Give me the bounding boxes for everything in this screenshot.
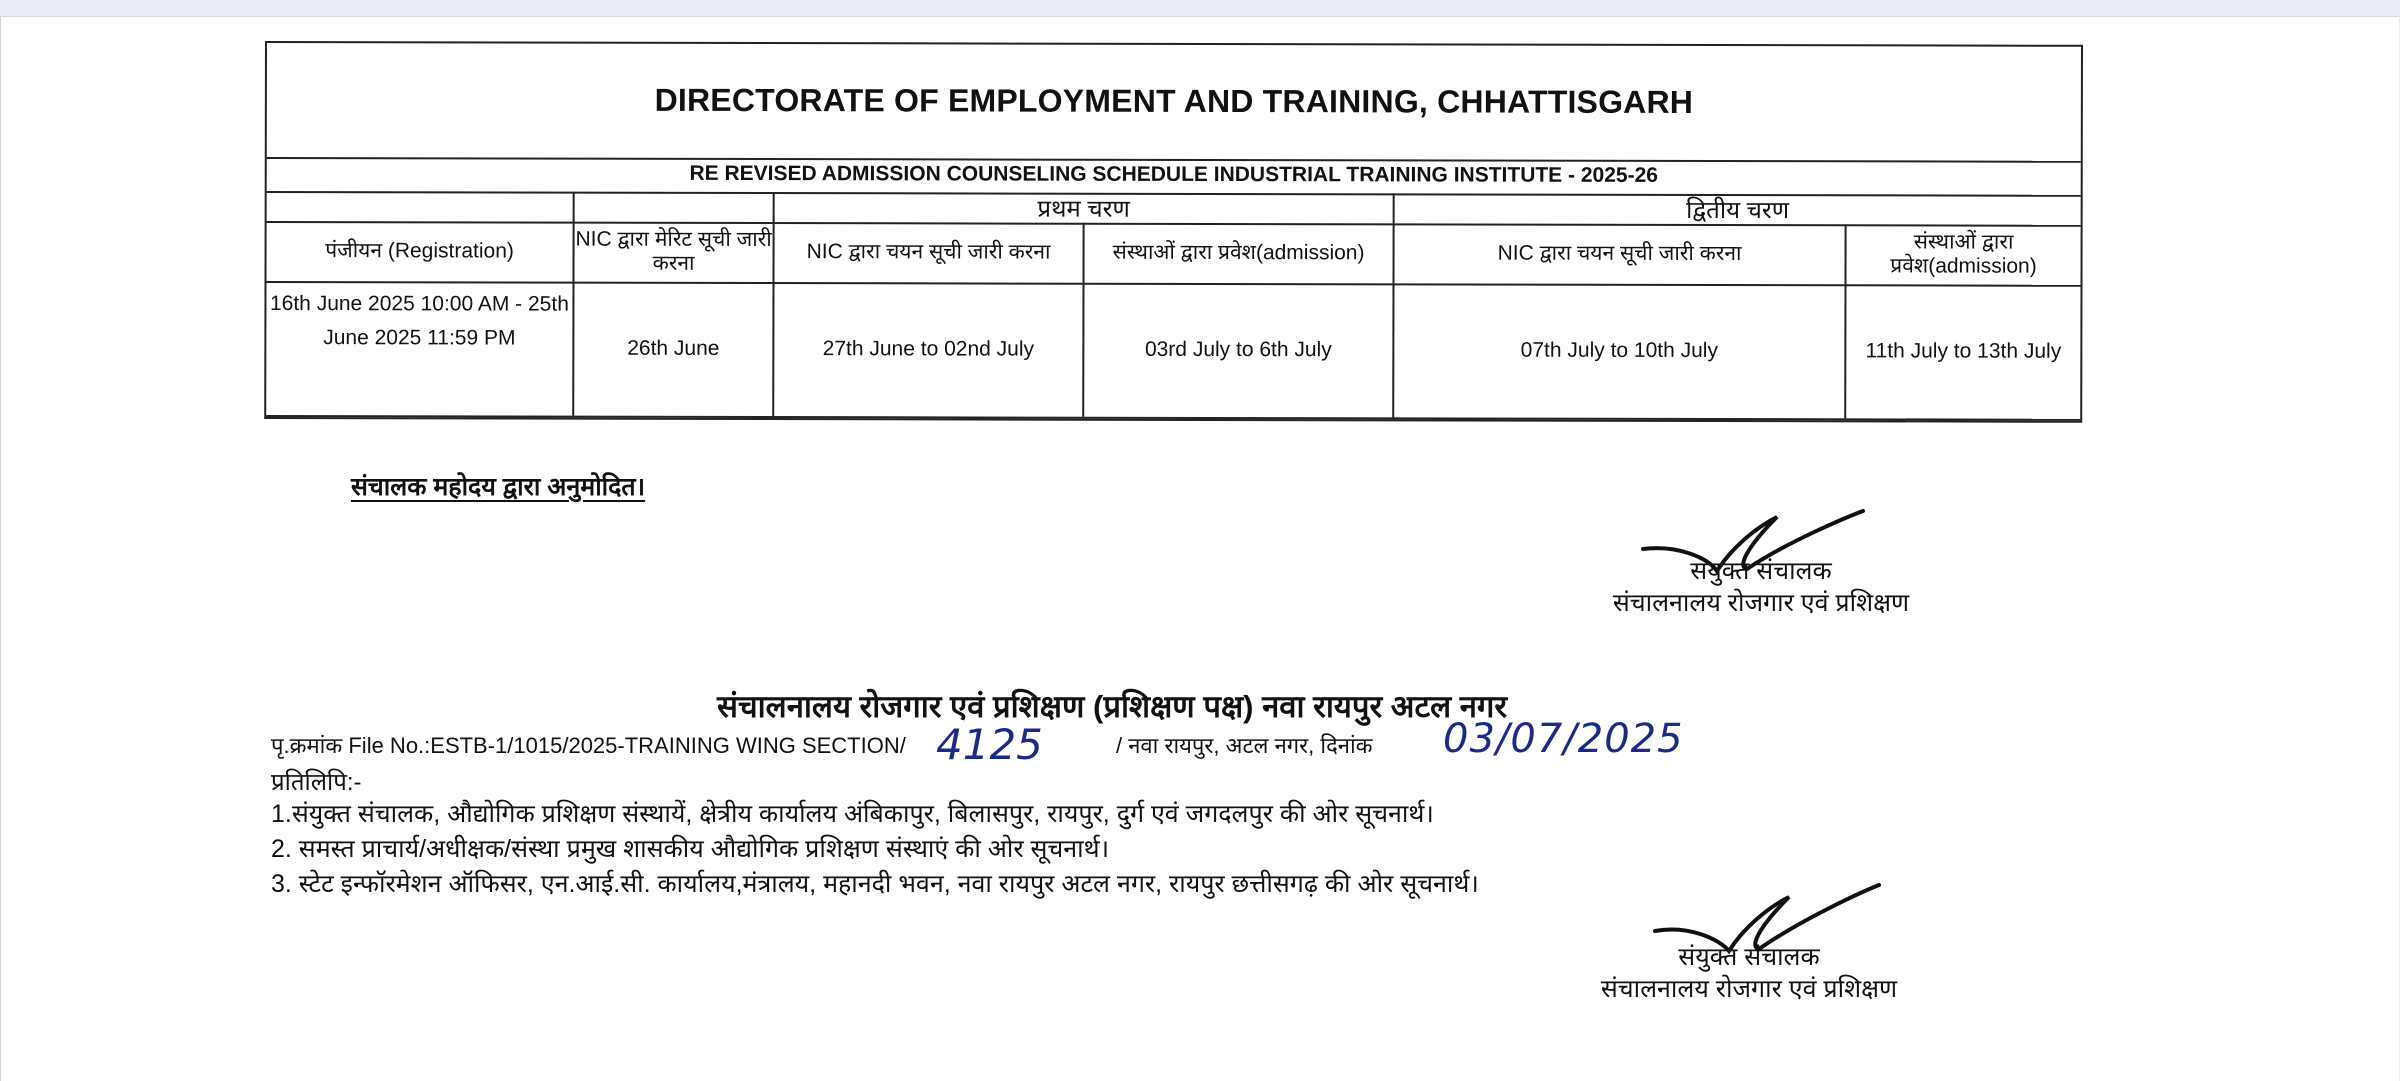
header-row [266, 221, 2080, 287]
schedule-table [264, 41, 2083, 423]
phase-second: द्वितीय चरण [1686, 196, 1790, 224]
approval-note: संचालक महोदय द्वारा अनुमोदित। [351, 473, 646, 501]
header-selection-list-1: NIC द्वारा चयन सूची जारी करना [774, 222, 1084, 283]
schedule-subtitle: RE REVISED ADMISSION COUNSELING SCHEDULE INDUSTRIAL TRAINING INSTITUTE - 2025-26 [689, 161, 1658, 187]
document-page [0, 16, 2399, 1081]
signatory-designation-2: संयुक्त संचालक [1678, 943, 1820, 971]
value-selection-list-2: 07th July to 10th July [1394, 283, 1846, 418]
signatory-designation-1: संयुक्त संचालक [1690, 557, 1832, 585]
header-admission-1: संस्थाओं द्वारा प्रवेश(admission) [1084, 223, 1394, 284]
value-registration: 16th June 2025 10:00 AM - 25th June 2025 11:59 PM [266, 281, 574, 416]
signatory-office-1: संचालनालय रोजगार एवं प्रशिक्षण [1612, 589, 1910, 617]
value-admission-1: 03rd July to 6th July [1084, 283, 1394, 418]
document-title: DIRECTORATE OF EMPLOYMENT AND TRAINING, CHHATTISGARH [654, 81, 1694, 120]
copy-item-3: 3. स्टेट इन्फॉरमेशन ऑफिसर, एन.आई.सी. कार्यालय,मंत्रालय, महानदी भवन, नवा रायपुर अटल नगर, रायपुर छत्तीसगढ़ की ओर सूचनार्थ। [271, 870, 1479, 898]
place-date-label: / नवा रायपुर, अटल नगर, दिनांक [1116, 733, 1373, 758]
value-merit-list: 26th June [574, 282, 774, 416]
copy-item-2: 2. समस्त प्राचार्य/अधीक्षक/संस्था प्रमुख शासकीय औद्योगिक प्रशिक्षण संस्थाएं की ओर सूचनार्थ। [271, 835, 1110, 863]
signature-block-2 [1559, 941, 1939, 1005]
table-title-row [267, 43, 2081, 163]
phase-blank-2 [575, 192, 775, 222]
value-selection-list-1: 27th June to 02nd July [774, 282, 1084, 417]
copy-label: प्रतिलिपि:- [271, 769, 362, 796]
value-admission-2: 11th July to 13th July [1865, 339, 2062, 363]
signatory-office-2: संचालनालय रोजगार एवं प्रशिक्षण [1600, 975, 1898, 1003]
header-registration: पंजीयन (Registration) [266, 221, 574, 282]
phase-first: प्रथम चरण [775, 192, 1395, 223]
header-selection-list-2: NIC द्वारा चयन सूची जारी करना [1394, 223, 1846, 284]
header-merit-list: NIC द्वारा मेरिट सूची जारी करना [574, 222, 774, 282]
file-number-label: पृ.क्रमांक File No.:ESTB-1/1015/2025-TRAINING WING SECTION/ [271, 733, 906, 758]
handwritten-file-number: 4125 [936, 720, 1043, 769]
header-admission-2: संस्थाओं द्वारा प्रवेश(admission) [1890, 230, 2037, 278]
data-row [266, 281, 2080, 421]
phase-blank-1 [267, 191, 575, 222]
copy-item-1: 1.संयुक्त संचालक, औद्योगिक प्रशिक्षण संस्थायें, क्षेत्रीय कार्यालय अंबिकापुर, बिलासपुर, रायपुर, दुर्ग एवं जगदलपुर की ओर सूचनार्थ। [271, 800, 1434, 828]
office-heading: संचालनालय रोजगार एवं प्रशिक्षण (प्रशिक्षण पक्ष) नवा रायपुर अटल नगर [717, 689, 1508, 724]
signature-block-1 [1571, 555, 1951, 619]
handwritten-date: 03/07/2025 [1443, 716, 1684, 762]
